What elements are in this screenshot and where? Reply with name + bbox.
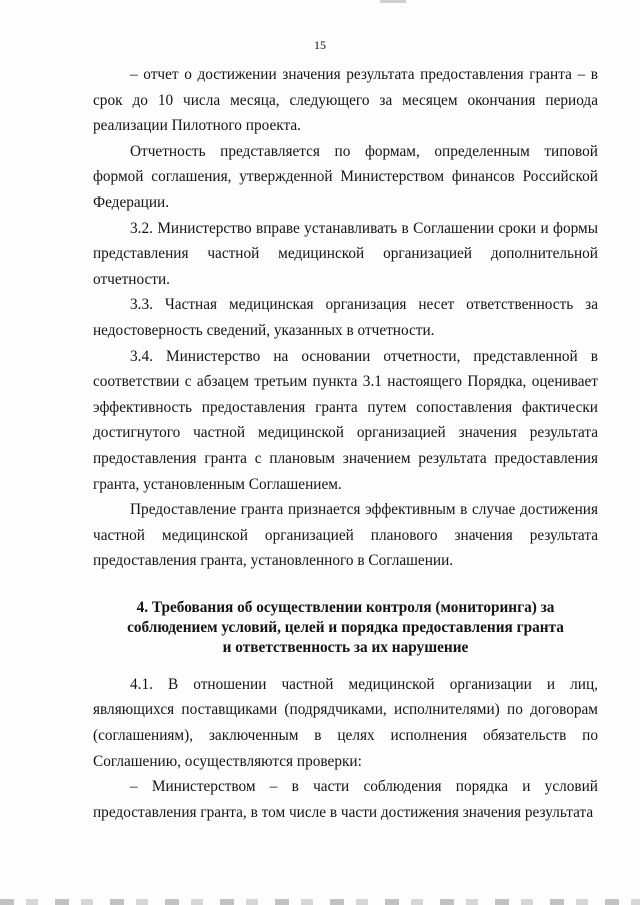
spacer xyxy=(93,658,598,672)
section-heading-4 xyxy=(93,598,598,658)
section-heading-line-1: 4. Требования об осуществлении контроля (мониторинга) за xyxy=(136,598,555,616)
paragraph-4-1: 4.1. В отношении частной медицинской организации и лиц, являющихся поставщиками (подрядчиками, исполнителями) по договорам (соглашениям), заключенным в целях исполнения обязательств по Соглашению, осуществляются проверки: xyxy=(93,675,598,770)
paragraph-3-2: 3.2. Министерство вправе устанавливать в Соглашении сроки и формы представления частной медицинской организацией дополнительной отчетности. xyxy=(93,219,598,288)
paragraph-3-3: 3.3. Частная медицинская организация несет ответственность за недостоверность сведений, указанных в отчетности. xyxy=(93,296,598,339)
paragraph-ministry-checks: – Министерством – в части соблюдения порядка и условий предоставления гранта, в том числе в части достижения значения результата xyxy=(93,778,598,821)
paragraph-report-forms: Отчетность представляется по формам, определенным типовой формой соглашения, утвержденной Министерством финансов Российской Федерации. xyxy=(93,142,598,211)
scan-artifact-bottom xyxy=(0,899,640,905)
page-number: 15 xyxy=(314,38,326,52)
spacer xyxy=(93,574,598,598)
section-heading-line-2: соблюдением условий, целей и порядка предоставления гранта xyxy=(127,618,564,636)
section-heading-line-3: и ответственность за их нарушение xyxy=(222,638,469,656)
paragraph-report-deadline: – отчет о достижении значения результата предоставления гранта – в срок до 10 числа месяца, следующего за месяцем окончания периода реализации Пилотного проекта. xyxy=(93,66,598,135)
scan-artifact-top xyxy=(380,0,406,3)
paragraph-3-4: 3.4. Министерство на основании отчетности, представленной в соответствии с абзацем третьим пункта 3.1 настоящего Порядка, оценивает эффективность предоставления гранта путем сопоставления фактически достигнутого частной медицинской организацией значения результата предоставления гранта с плановым значением результата предоставления гранта, установленным Соглашением. xyxy=(93,347,598,493)
paragraph-grant-effective: Предоставление гранта признается эффективным в случае достижения частной медицинской организацией планового значения результата предоставления гранта, установленного в Соглашении. xyxy=(93,501,598,570)
document-body xyxy=(93,62,598,825)
